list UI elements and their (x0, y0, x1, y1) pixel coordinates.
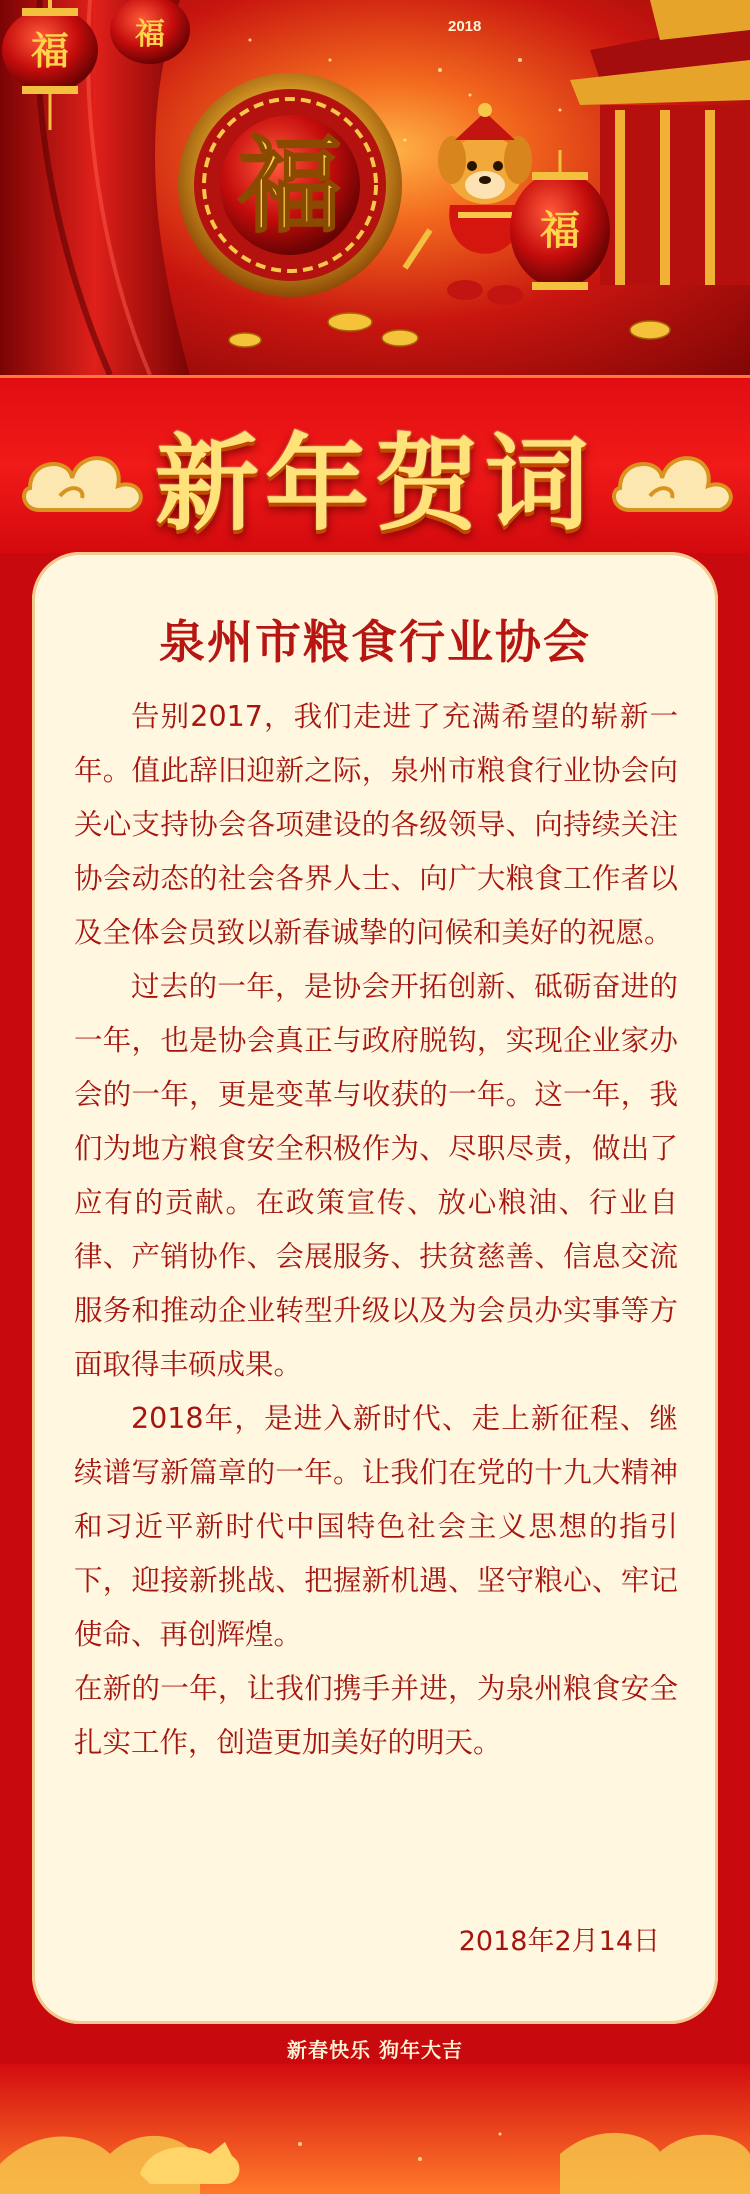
letter-paragraph: 在新的一年，让我们携手并进，为泉州粮食安全扎实工作，创造更加美好的明天。 (74, 1672, 678, 1759)
banner-corner-year: 2018 (448, 18, 482, 35)
dog-mascot-icon (405, 103, 532, 305)
svg-text:福: 福 (540, 207, 580, 254)
svg-text:福: 福 (135, 17, 165, 52)
letter-body (74, 690, 678, 1770)
banner-illustration (0, 0, 750, 375)
footer-slogan: 新春快乐 狗年大吉 (287, 2038, 463, 2062)
header-banner (0, 0, 750, 375)
letter-paragraph: 告别2017，我们走进了充满希望的崭新一年。值此辞旧迎新之际，泉州市粮食行业协会向关心支持协会各项建设的各级领导、向持续关注协会动态的社会各界人士、向广大粮食工作者以及全体会员致以新春诚挚的问候和美好的祝愿。 (74, 700, 678, 949)
fu-medallion-icon (178, 73, 402, 297)
letter-paragraph: 过去的一年，是协会开拓创新、砥砺奋进的一年，也是协会真正与政府脱钩，实现企业家办会的一年，更是变革与收获的一年。这一年，我们为地方粮食安全积极作为、尽职尽责，做出了应有的贡献。在政策宣传、放心粮油、行业自律、产销协作、会展服务、扶贫慈善、信息交流服务和推动企业转型升级以及为会员办实事等方面取得丰硕成果。 (74, 970, 678, 1381)
title-band (0, 375, 750, 553)
gold-ingot-icon (229, 313, 670, 347)
letter-date: 2018年2月14日 (458, 1926, 660, 1957)
greeting-title: 新年贺词 (154, 422, 595, 545)
fu-character: 福 (237, 124, 343, 247)
svg-text:福: 福 (30, 28, 70, 73)
letter-paragraph: 2018年，是进入新时代、走上新征程、继续谱写新篇章的一年。让我们在党的十九大精神和习近平新时代中国特色社会主义思想的指引下，迎接新挑战、把握新机遇、坚守粮心、牢记使命、再创辉煌。 (74, 1402, 678, 1651)
footer (0, 2024, 750, 2194)
letter-heading: 泉州市粮食行业协会 (159, 615, 591, 669)
letter-card (32, 552, 718, 2024)
